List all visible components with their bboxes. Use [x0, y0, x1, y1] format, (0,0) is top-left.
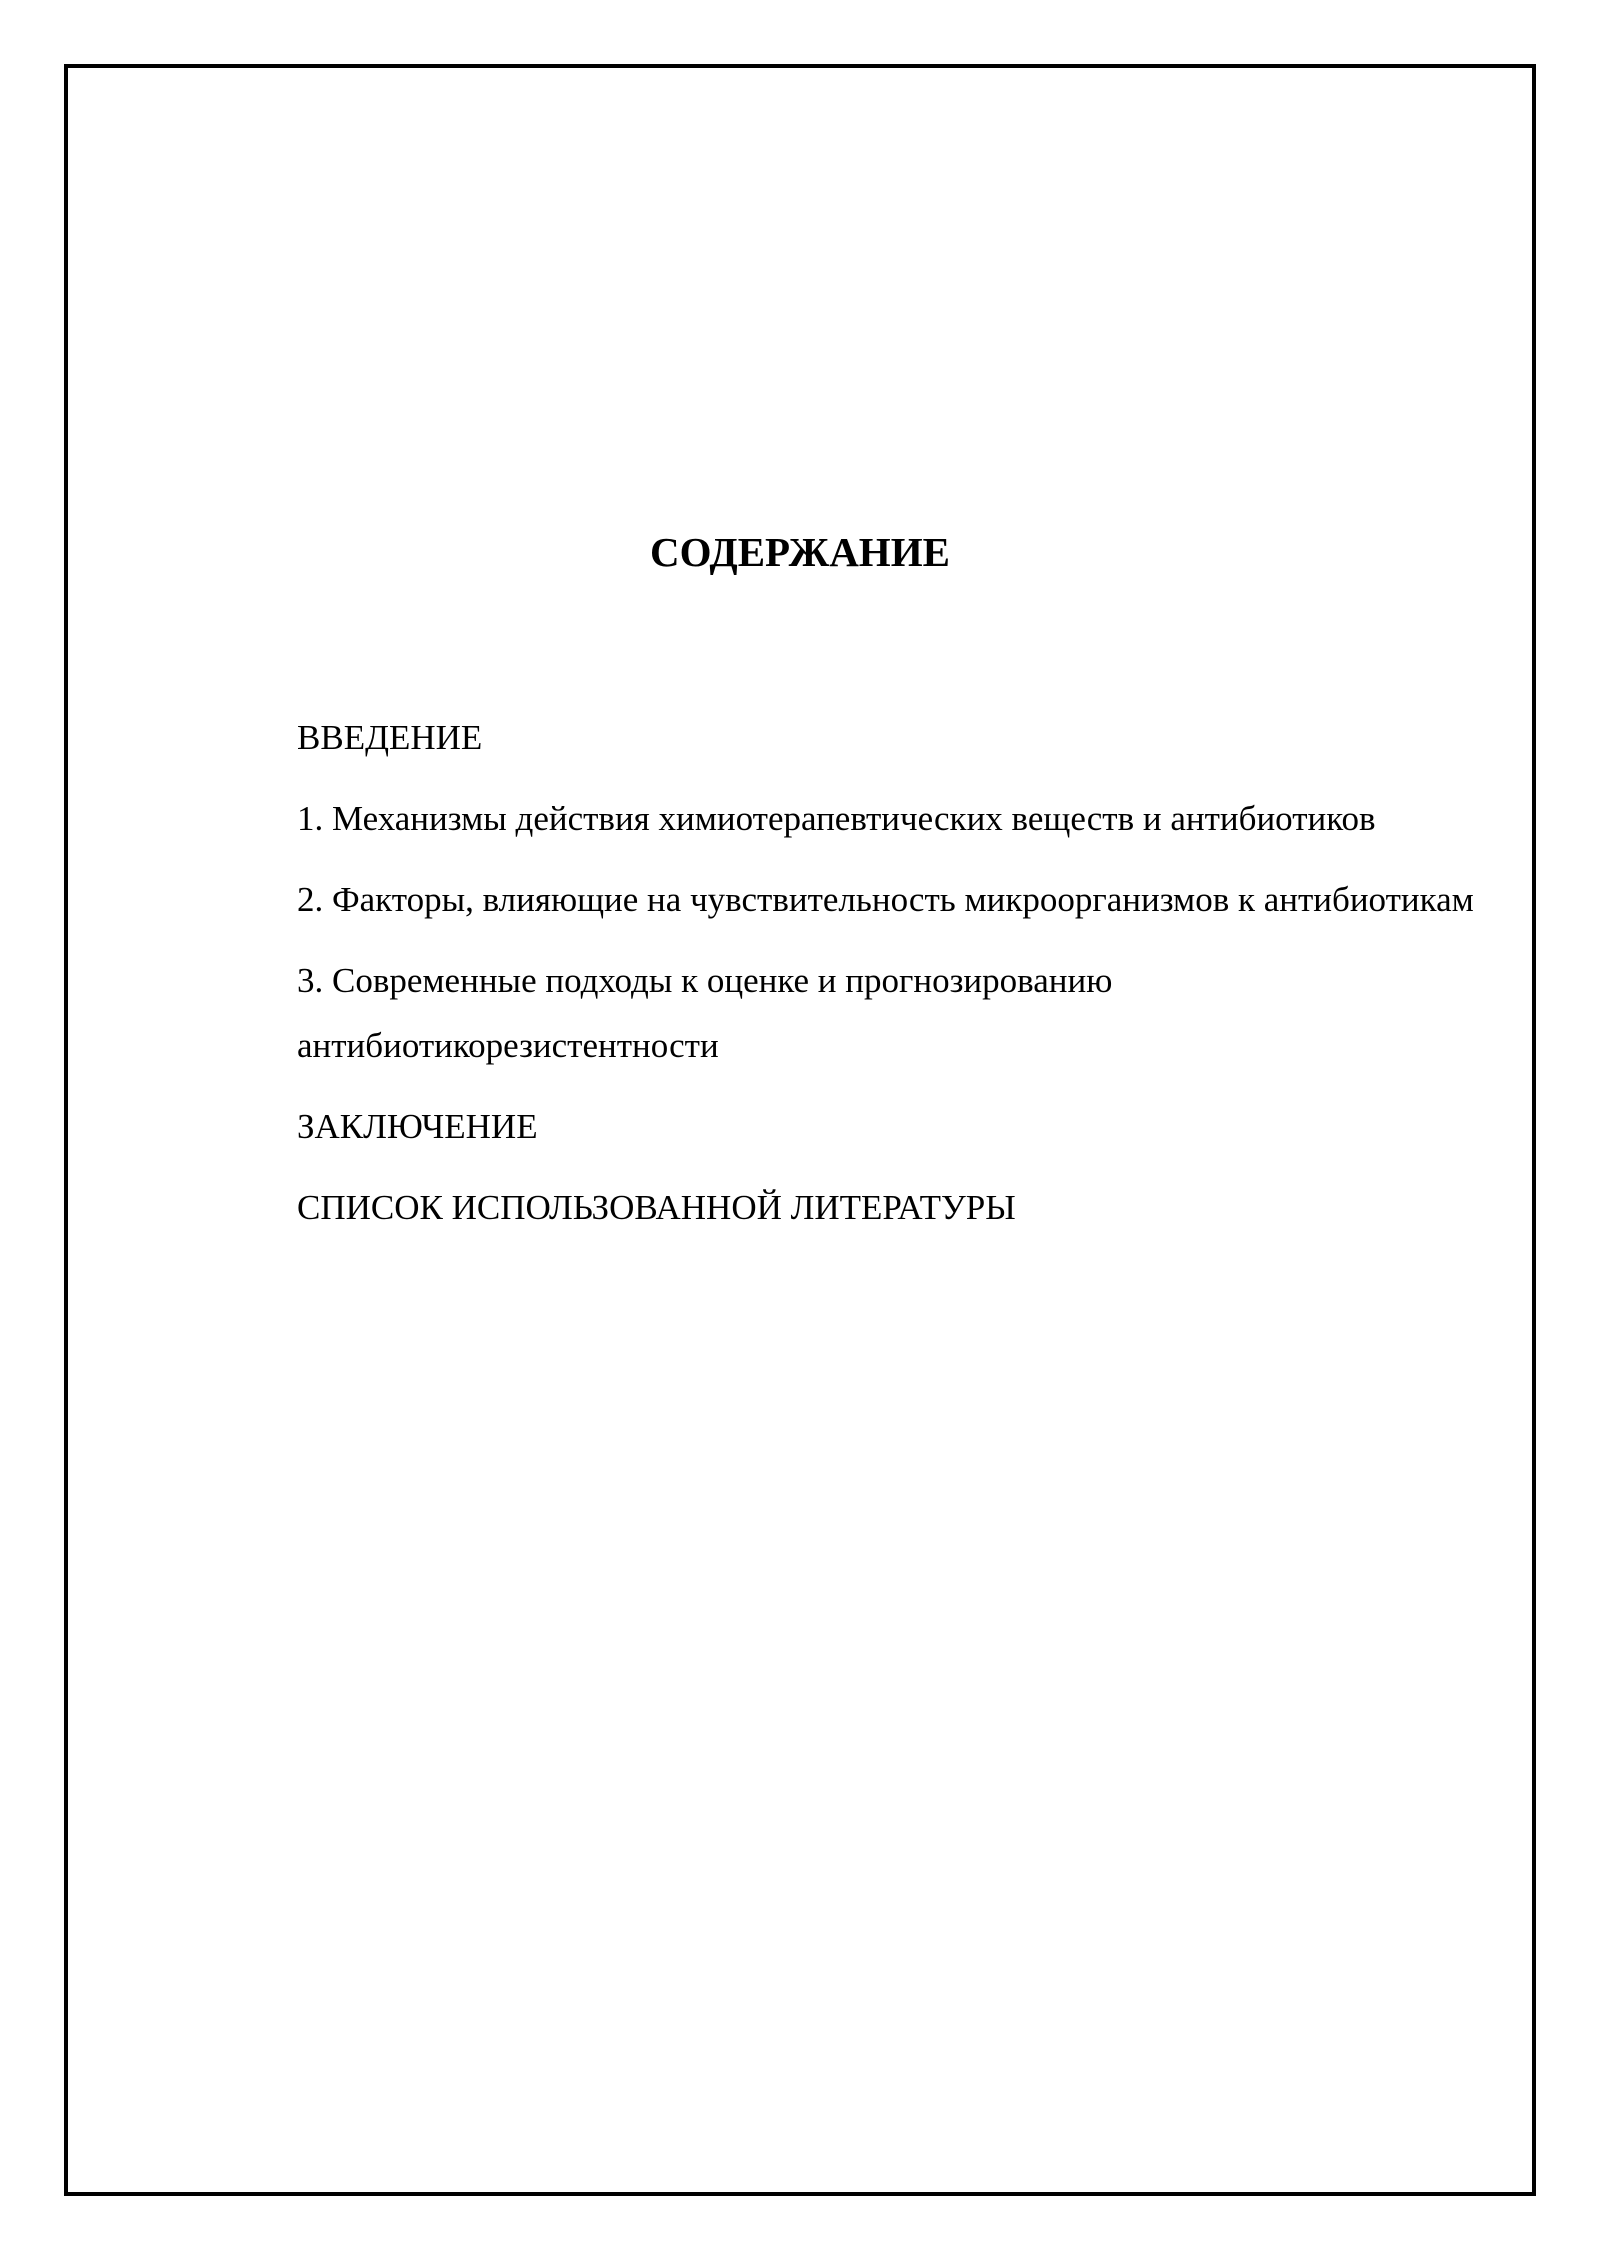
- toc-item-introduction: ВВЕДЕНИЕ: [297, 718, 483, 757]
- table-of-contents: [297, 705, 1517, 1256]
- toc-item-chapter-2: 2. Факторы, влияющие на чувствительность микроорганизмов к антибиотикам: [297, 880, 1474, 919]
- toc-item-conclusion: ЗАКЛЮЧЕНИЕ: [297, 1107, 538, 1146]
- toc-item-chapter-3: 3. Современные подходы к оценке и прогнозированию антибиотикорезистентности: [297, 961, 1113, 1065]
- page-frame: [64, 64, 1536, 2196]
- page-title: СОДЕРЖАНИЕ: [650, 529, 950, 575]
- toc-item-references: СПИСОК ИСПОЛЬЗОВАННОЙ ЛИТЕРАТУРЫ: [297, 1188, 1016, 1227]
- toc-item-chapter-1: 1. Механизмы действия химиотерапевтических веществ и антибиотиков: [297, 799, 1376, 838]
